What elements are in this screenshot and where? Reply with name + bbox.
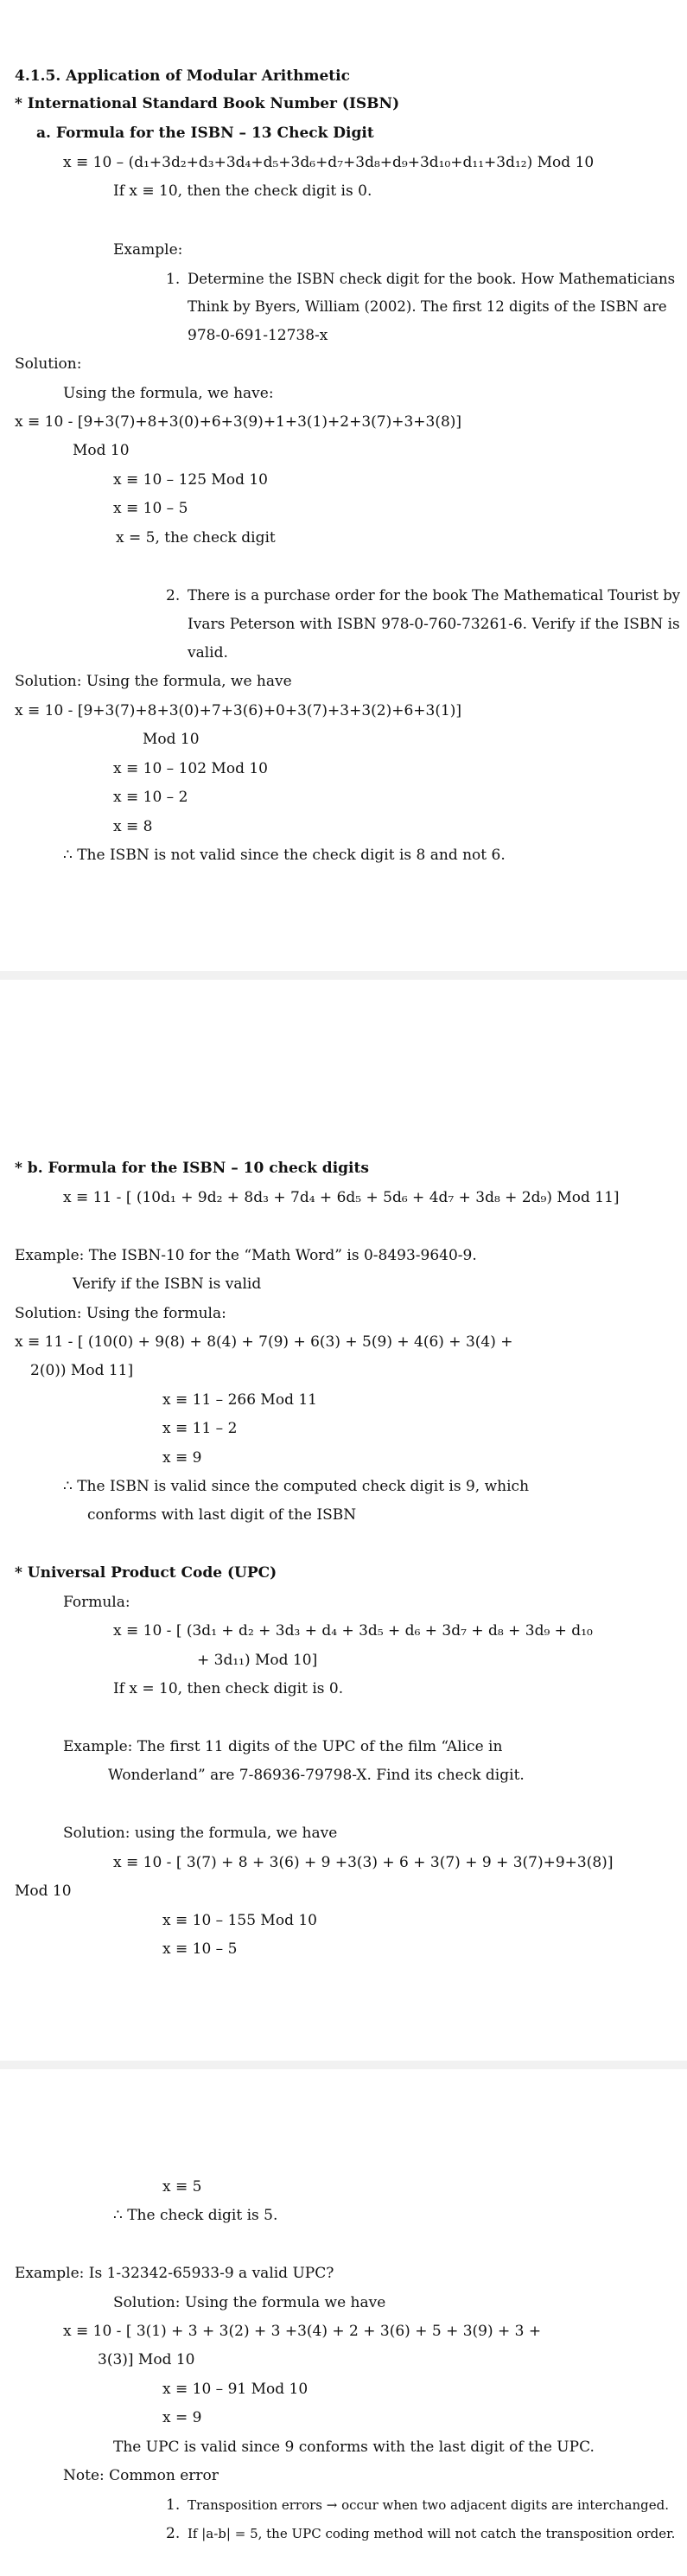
- section-title: 4.1.5. Application of Modular Arithmetic: [15, 67, 350, 85]
- solution-line: x ≡ 9: [162, 1449, 202, 1467]
- solution-line: x ≡ 10 – 5: [162, 1940, 238, 1958]
- solution-line: x ≡ 10 – 2: [113, 789, 188, 806]
- solution-line: x = 5, the check digit: [116, 529, 276, 547]
- solution-intro: Solution: Using the formula, we have: [15, 673, 292, 690]
- solution-conclusion: ∴ The check digit is 5.: [113, 2207, 278, 2224]
- document-page-2: [0, 980, 687, 2061]
- example-1-line: Think by Byers, William (2002). The first 12 digits of the ISBN are: [188, 298, 667, 315]
- upc-heading: * Universal Product Code (UPC): [15, 1564, 277, 1582]
- note-label: Note: Common error: [63, 2467, 219, 2484]
- solution-intro: Solution: using the formula, we have: [63, 1825, 338, 1842]
- solution-line: Mod 10: [143, 731, 200, 748]
- example-line: Example: The first 11 digits of the UPC of the film “Alice in: [63, 1738, 503, 1755]
- solution-line: x ≡ 10 - [9+3(7)+8+3(0)+6+3(9)+1+3(1)+2+3(7)+3+3(8)]: [15, 413, 462, 431]
- solution-line: 3(3)] Mod 10: [98, 2351, 195, 2368]
- note-1-number: 1.: [166, 2496, 181, 2514]
- document-page-3: [0, 2069, 687, 2576]
- solution-intro: Solution: Using the formula:: [15, 1305, 226, 1322]
- upc-rule: If x = 10, then check digit is 0.: [113, 1680, 344, 1697]
- note-2-number: 2.: [166, 2525, 181, 2542]
- solution-line: x ≡ 11 - [ (10(0) + 9(8) + 8(4) + 7(9) + 6(3) + 5(9) + 4(6) + 3(4) +: [15, 1333, 513, 1351]
- example-2-line: There is a purchase order for the book The Mathematical Tourist by: [188, 587, 681, 604]
- isbn13-formula: x ≡ 10 – (d₁+3d₂+d₃+3d₄+d₅+3d₆+d₇+3d₈+d₉+3d₁₀+d₁₁+3d₁₂) Mod 10: [63, 154, 595, 171]
- isbn10-heading: * b. Formula for the ISBN – 10 check digits: [15, 1160, 369, 1177]
- solution-conclusion: The UPC is valid since 9 conforms with the last digit of the UPC.: [113, 2439, 595, 2456]
- example-2-line: Ivars Peterson with ISBN 978-0-760-73261-6. Verify if the ISBN is: [188, 616, 680, 633]
- solution-conclusion: conforms with last digit of the ISBN: [87, 1506, 357, 1524]
- solution-label: Solution:: [15, 355, 82, 373]
- example-line: Verify if the ISBN is valid: [73, 1275, 262, 1293]
- isbn10-formula: x ≡ 11 - [ (10d₁ + 9d₂ + 8d₃ + 7d₄ + 6d₅ + 5d₆ + 4d₇ + 3d₈ + 2d₉) Mod 11]: [63, 1189, 620, 1206]
- solution-line: Mod 10: [15, 1882, 72, 1900]
- upc-formula: x ≡ 10 - [ (3d₁ + d₂ + 3d₃ + d₄ + 3d₅ + d₆ + 3d₇ + d₈ + 3d₉ + d₁₀: [113, 1622, 593, 1640]
- solution-line: x ≡ 10 - [ 3(1) + 3 + 3(2) + 3 +3(4) + 2 + 3(6) + 5 + 3(9) + 3 +: [63, 2323, 542, 2340]
- example-1-line: 978-0-691-12738-x: [188, 327, 328, 344]
- solution-line: 2(0)) Mod 11]: [30, 1362, 134, 1379]
- isbn-heading: * International Standard Book Number (ISBN): [15, 95, 400, 112]
- solution-line: x = 9: [162, 2409, 202, 2426]
- solution-conclusion: ∴ The ISBN is not valid since the check digit is 8 and not 6.: [63, 847, 506, 864]
- example-1-number: 1.: [166, 271, 181, 288]
- upc-formula: + 3d₁₁) Mod 10]: [197, 1652, 318, 1669]
- solution-line: x ≡ 10 – 5: [113, 500, 188, 517]
- solution-line: x ≡ 10 – 125 Mod 10: [113, 471, 268, 489]
- solution-line: Mod 10: [73, 442, 130, 459]
- document-page-1: [0, 0, 687, 971]
- solution-line: x ≡ 10 - [9+3(7)+8+3(0)+7+3(6)+0+3(7)+3+3(2)+6+3(1)]: [15, 702, 462, 719]
- note-1-text: Transposition errors → occur when two adjacent digits are interchanged.: [188, 2497, 669, 2513]
- example-1-line: Determine the ISBN check digit for the book. How Mathematicians: [188, 271, 676, 287]
- solution-line: x ≡ 5: [162, 2178, 202, 2196]
- example-2-line: valid.: [188, 644, 228, 662]
- solution-intro: Using the formula, we have:: [63, 385, 274, 402]
- note-2-text: If |a-b| = 5, the UPC coding method will not catch the transposition order.: [188, 2526, 676, 2541]
- example-label: Example:: [113, 241, 183, 259]
- example-line: Example: Is 1-32342-65933-9 a valid UPC?: [15, 2265, 334, 2282]
- isbn13-rule: If x ≡ 10, then the check digit is 0.: [113, 182, 372, 200]
- solution-line: x ≡ 10 - [ 3(7) + 8 + 3(6) + 9 +3(3) + 6 + 3(7) + 9 + 3(7)+9+3(8)]: [113, 1854, 614, 1871]
- solution-line: x ≡ 8: [113, 818, 153, 835]
- example-line: Example: The ISBN-10 for the “Math Word” is 0-8493-9640-9.: [15, 1247, 477, 1264]
- solution-intro: Solution: Using the formula we have: [113, 2294, 386, 2311]
- example-2-number: 2.: [166, 587, 181, 604]
- formula-label: Formula:: [63, 1594, 130, 1611]
- isbn13-heading: a. Formula for the ISBN – 13 Check Digit: [36, 125, 374, 142]
- solution-line: x ≡ 10 – 91 Mod 10: [162, 2381, 309, 2398]
- solution-line: x ≡ 10 – 102 Mod 10: [113, 760, 268, 777]
- solution-line: x ≡ 10 – 155 Mod 10: [162, 1912, 317, 1929]
- solution-line: x ≡ 11 – 2: [162, 1420, 238, 1437]
- example-line: Wonderland” are 7-86936-79798-X. Find its check digit.: [108, 1767, 525, 1784]
- solution-line: x ≡ 11 – 266 Mod 11: [162, 1391, 317, 1409]
- solution-conclusion: ∴ The ISBN is valid since the computed check digit is 9, which: [63, 1478, 530, 1495]
